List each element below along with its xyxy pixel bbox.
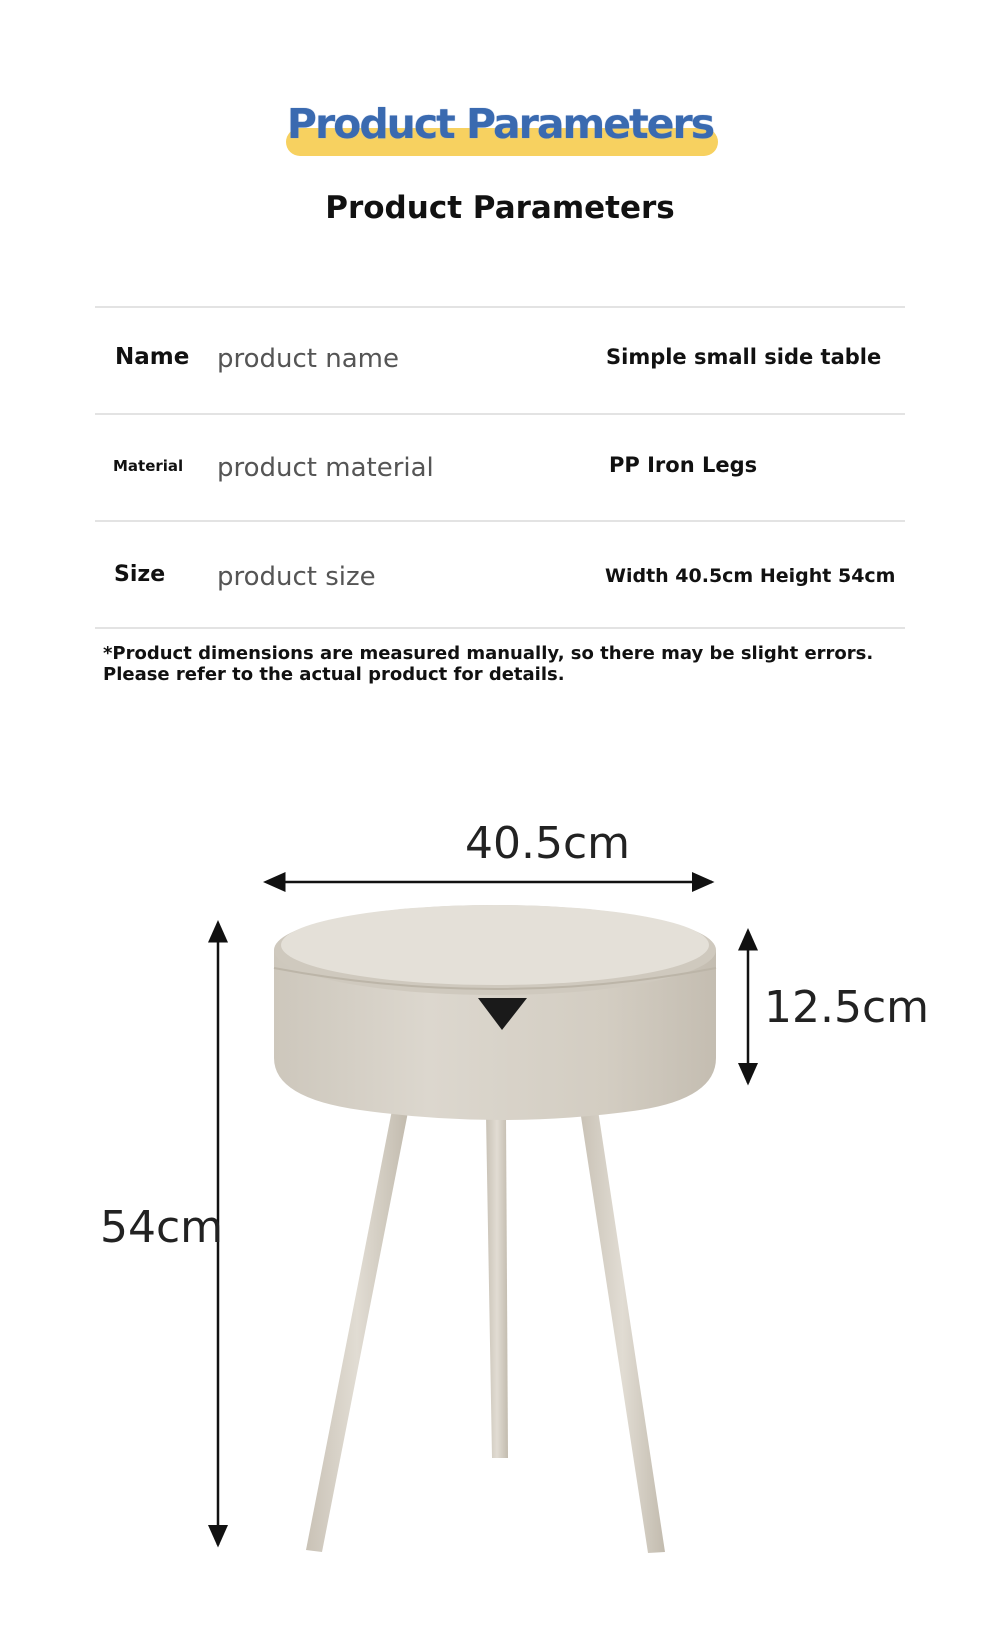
param-name-value: Simple small side table	[606, 345, 882, 369]
table-top-surface	[281, 905, 709, 985]
drawer-height-dimension-label: 12.5cm	[764, 982, 930, 1033]
table-leg-back	[486, 1115, 508, 1458]
table-leg-left	[306, 1110, 408, 1552]
param-size-value: Width 40.5cm Height 54cm	[605, 565, 896, 587]
total-height-dimension-label: 54cm	[100, 1202, 224, 1253]
param-size-label: Size	[114, 562, 166, 587]
param-name-description: product name	[217, 344, 399, 374]
banner-title: Product Parameters	[286, 100, 714, 148]
param-size-description: product size	[217, 562, 376, 592]
param-material-value: PP Iron Legs	[609, 453, 758, 477]
width-dimension-label: 40.5cm	[465, 818, 631, 869]
table-leg-right	[580, 1110, 665, 1553]
param-material-description: product material	[217, 453, 434, 483]
param-material-label: Material	[113, 457, 184, 475]
section-title: Product Parameters	[325, 190, 675, 226]
disclaimer-note: *Product dimensions are measured manually, so there may be slight errors. Please refer to the actual product for details.	[103, 643, 874, 685]
param-name-label: Name	[115, 344, 190, 370]
